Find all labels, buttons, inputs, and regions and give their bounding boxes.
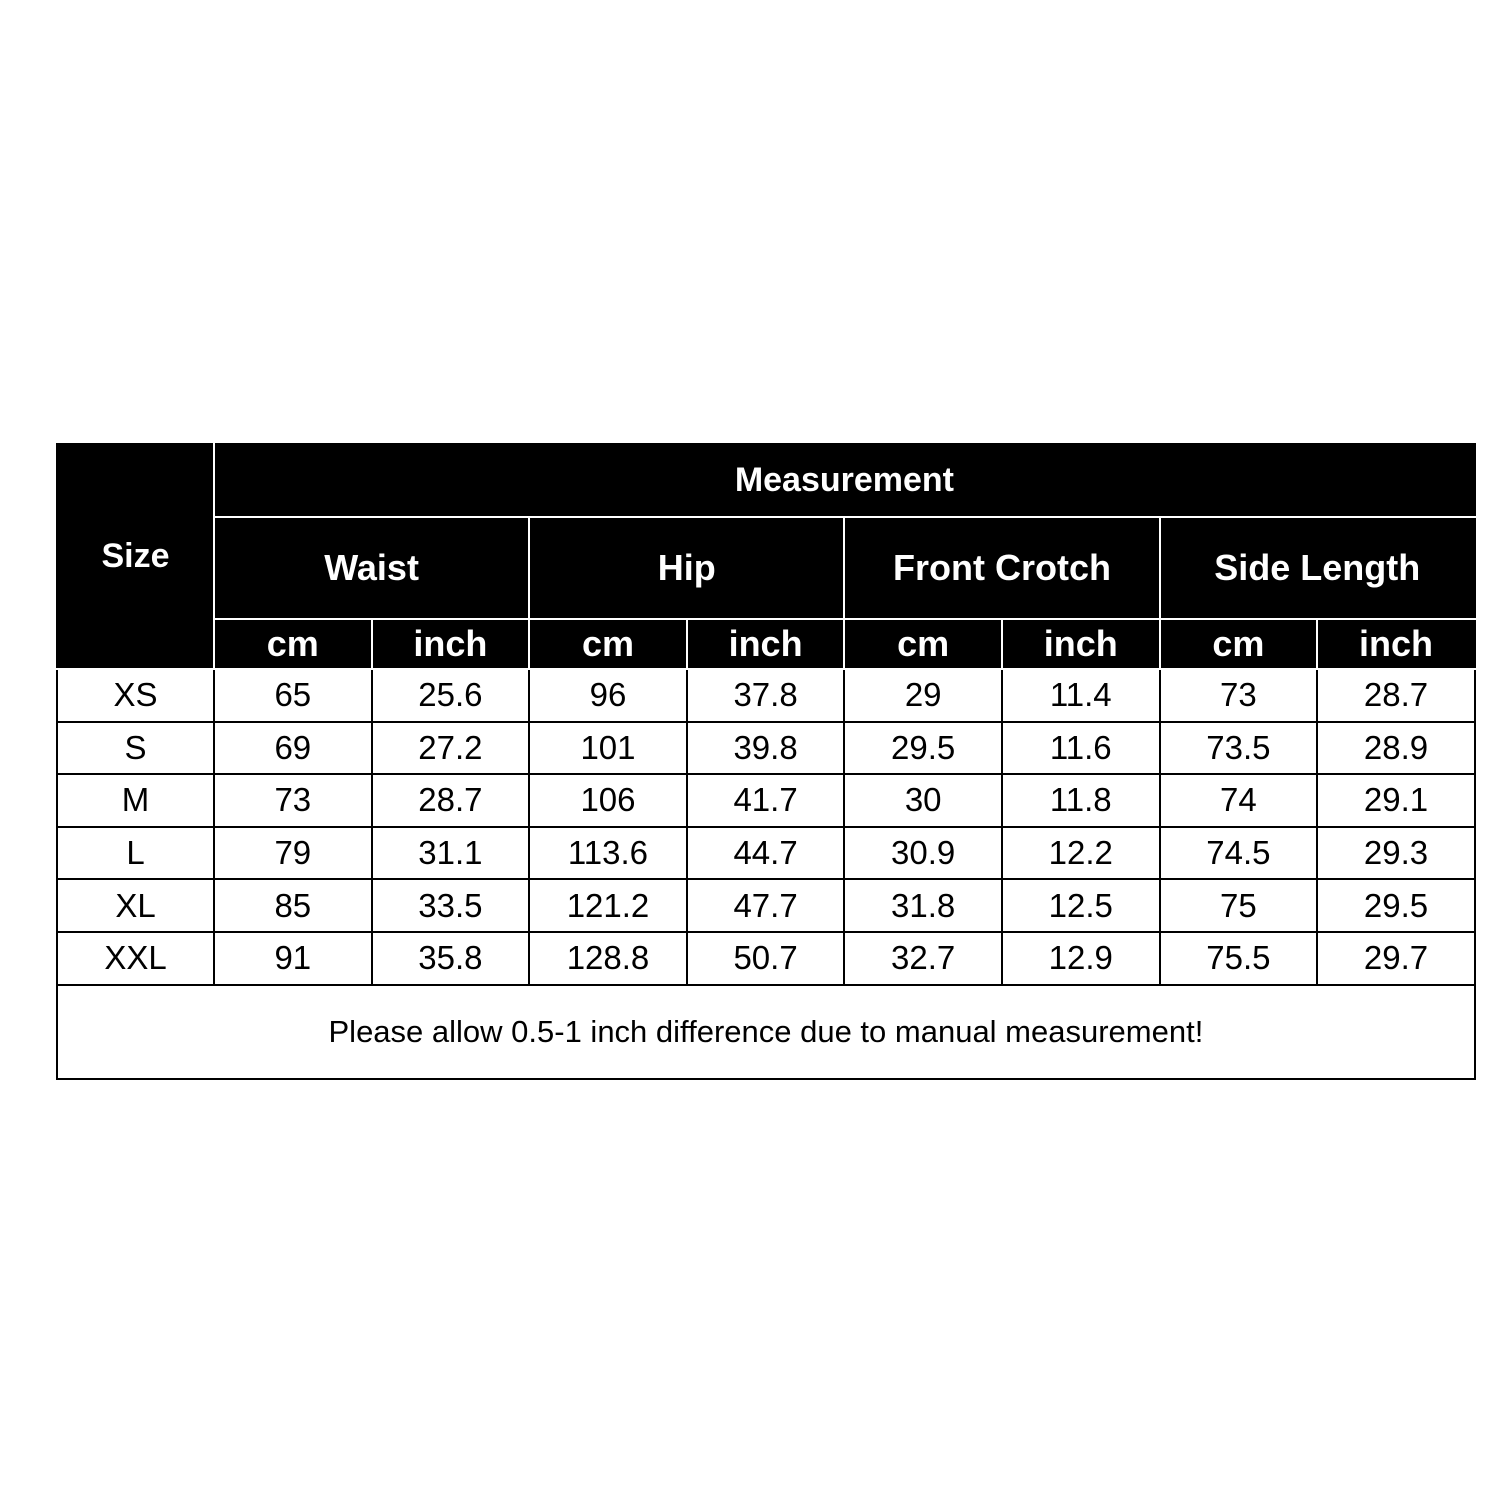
- table-cell: 29.3: [1317, 827, 1475, 880]
- table-cell: 28.7: [1317, 669, 1475, 722]
- table-cell: 29.5: [844, 722, 1002, 775]
- header-row-top: [57, 444, 1475, 517]
- unit-header: cm: [1160, 619, 1318, 669]
- table-row: [57, 932, 1475, 985]
- table-cell: 12.5: [1002, 879, 1160, 932]
- table-cell: 79: [214, 827, 372, 880]
- table-cell: 39.8: [687, 722, 845, 775]
- size-label-cell: S: [57, 722, 214, 775]
- table-cell: 91: [214, 932, 372, 985]
- unit-header: cm: [214, 619, 372, 669]
- table-cell: 41.7: [687, 774, 845, 827]
- table-cell: 69: [214, 722, 372, 775]
- table-cell: 29: [844, 669, 1002, 722]
- table-cell: 32.7: [844, 932, 1002, 985]
- header-row-units: [57, 619, 1475, 669]
- group-header-hip: Hip: [529, 517, 844, 619]
- table-cell: 74.5: [1160, 827, 1318, 880]
- table-cell: 31.1: [372, 827, 530, 880]
- table-cell: 44.7: [687, 827, 845, 880]
- table-cell: 30.9: [844, 827, 1002, 880]
- size-label-cell: XS: [57, 669, 214, 722]
- table-cell: 11.6: [1002, 722, 1160, 775]
- table-cell: 12.2: [1002, 827, 1160, 880]
- header-row-groups: [57, 517, 1475, 619]
- table-cell: 121.2: [529, 879, 687, 932]
- table-cell: 33.5: [372, 879, 530, 932]
- table-cell: 12.9: [1002, 932, 1160, 985]
- table-row: [57, 774, 1475, 827]
- size-label-cell: L: [57, 827, 214, 880]
- group-header-front-crotch: Front Crotch: [844, 517, 1159, 619]
- unit-header: inch: [1002, 619, 1160, 669]
- table-row: [57, 722, 1475, 775]
- table-cell: 85: [214, 879, 372, 932]
- measurement-header: Measurement: [214, 444, 1475, 517]
- unit-header: cm: [844, 619, 1002, 669]
- table-row: [57, 827, 1475, 880]
- table-cell: 31.8: [844, 879, 1002, 932]
- table-cell: 113.6: [529, 827, 687, 880]
- group-header-waist: Waist: [214, 517, 529, 619]
- table-cell: 73: [1160, 669, 1318, 722]
- unit-header: inch: [372, 619, 530, 669]
- table-cell: 47.7: [687, 879, 845, 932]
- table-cell: 128.8: [529, 932, 687, 985]
- size-table: [56, 443, 1476, 1080]
- table-row: [57, 879, 1475, 932]
- size-label-cell: XXL: [57, 932, 214, 985]
- unit-header: cm: [529, 619, 687, 669]
- table-cell: 25.6: [372, 669, 530, 722]
- table-cell: 28.9: [1317, 722, 1475, 775]
- table-cell: 29.7: [1317, 932, 1475, 985]
- size-chart: [56, 443, 1474, 1080]
- table-cell: 74: [1160, 774, 1318, 827]
- size-label-cell: M: [57, 774, 214, 827]
- table-cell: 30: [844, 774, 1002, 827]
- table-cell: 29.1: [1317, 774, 1475, 827]
- table-row: [57, 669, 1475, 722]
- table-cell: 73.5: [1160, 722, 1318, 775]
- unit-header: inch: [1317, 619, 1475, 669]
- table-cell: 50.7: [687, 932, 845, 985]
- table-cell: 11.4: [1002, 669, 1160, 722]
- table-cell: 96: [529, 669, 687, 722]
- table-cell: 65: [214, 669, 372, 722]
- table-cell: 29.5: [1317, 879, 1475, 932]
- table-cell: 27.2: [372, 722, 530, 775]
- table-cell: 73: [214, 774, 372, 827]
- table-cell: 37.8: [687, 669, 845, 722]
- table-cell: 106: [529, 774, 687, 827]
- measurement-note: Please allow 0.5-1 inch difference due to manual measurement!: [57, 985, 1475, 1079]
- table-cell: 28.7: [372, 774, 530, 827]
- size-label-cell: XL: [57, 879, 214, 932]
- size-header: Size: [57, 444, 214, 669]
- table-cell: 75: [1160, 879, 1318, 932]
- table-cell: 35.8: [372, 932, 530, 985]
- table-cell: 75.5: [1160, 932, 1318, 985]
- table-cell: 101: [529, 722, 687, 775]
- unit-header: inch: [687, 619, 845, 669]
- group-header-side-length: Side Length: [1160, 517, 1475, 619]
- table-cell: 11.8: [1002, 774, 1160, 827]
- note-row: [57, 985, 1475, 1079]
